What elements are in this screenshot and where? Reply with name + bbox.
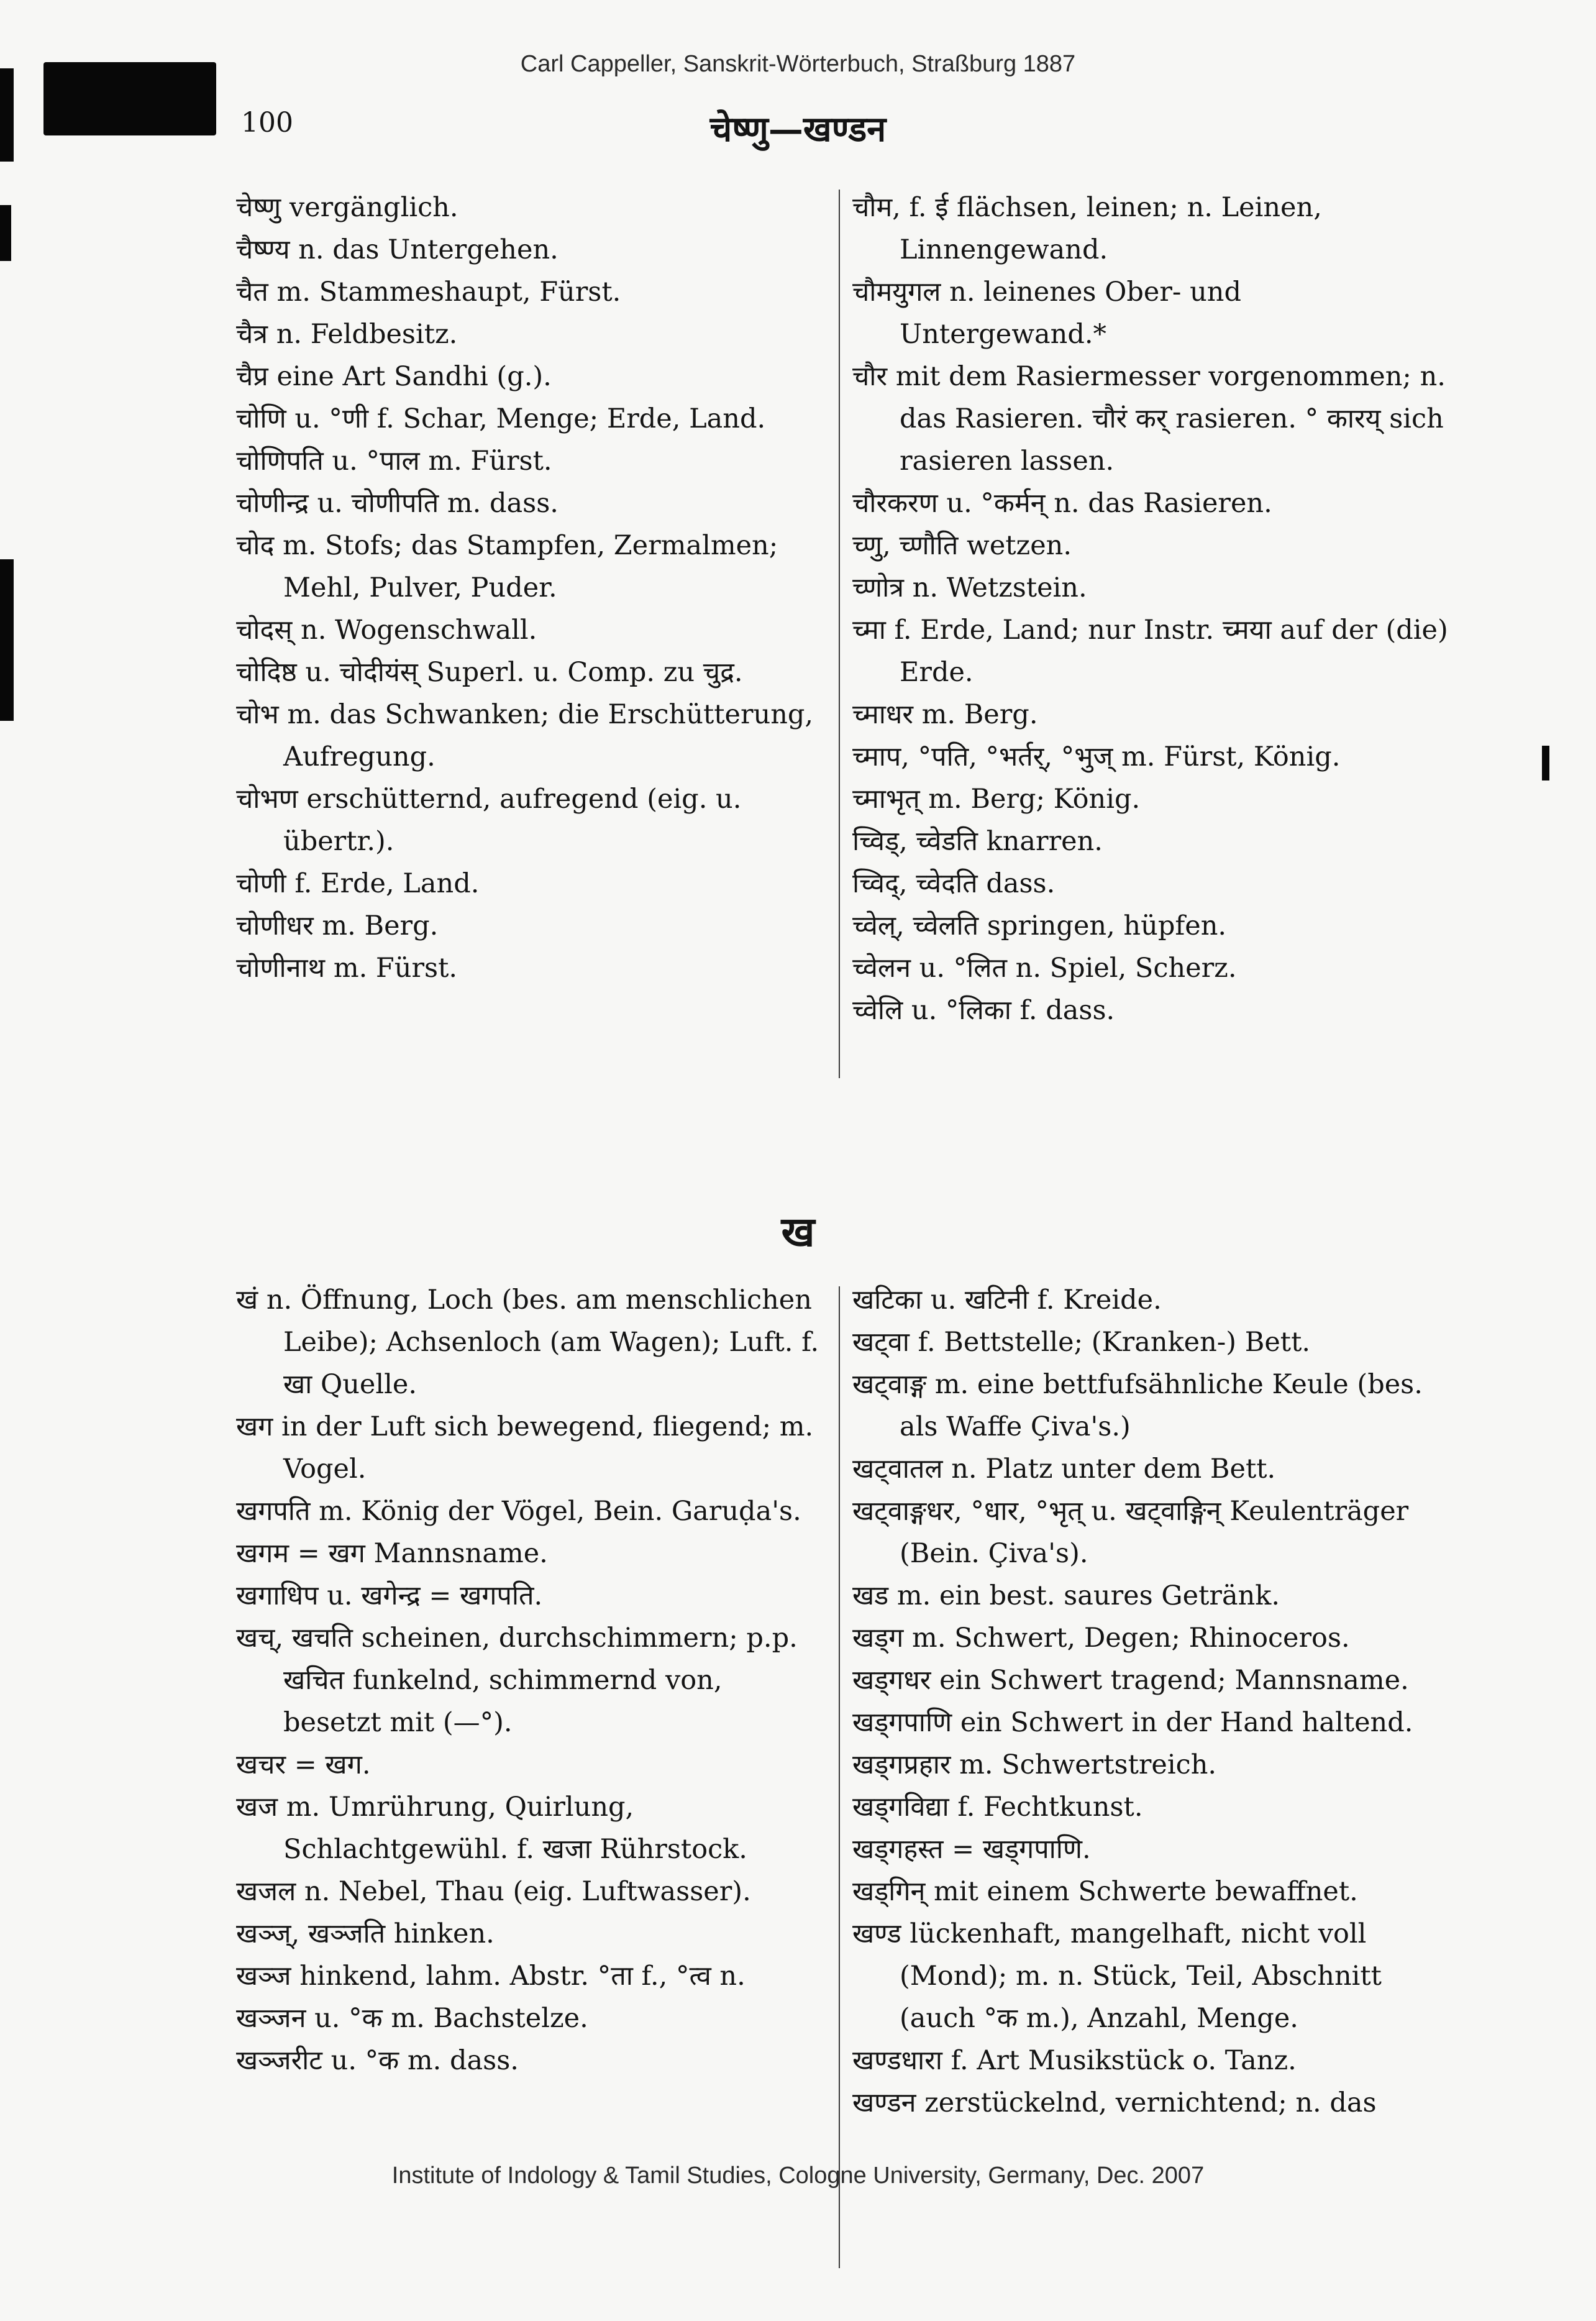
- dictionary-entry: च्माधर m. Berg.: [852, 699, 1038, 730]
- dictionary-entry: च्विड्, च्वेडति knarren.: [852, 826, 1103, 857]
- dictionary-entry: खड्गहस्त = खड्गपाणि.: [852, 1834, 1091, 1865]
- dictionary-entry: खड्गिन् mit einem Schwerte bewaffnet.: [852, 1876, 1358, 1907]
- dictionary-entry: च्णु, च्णौति wetzen.: [852, 530, 1072, 561]
- dictionary-entry: चोणीन्द्र u. चोणीपति m. dass.: [236, 488, 559, 519]
- dictionary-entry: खटिका u. खटिनी f. Kreide.: [852, 1284, 1162, 1316]
- dictionary-entry: च्माप, °पति, °भर्तर्, °भुज् m. Fürst, König.: [852, 741, 1341, 772]
- dictionary-entry: खगाधिप u. खगेन्द्र = खगपति.: [236, 1580, 543, 1611]
- column-divider-top: [839, 190, 840, 1078]
- dictionary-entry: च्विद्, च्वेदति dass.: [852, 868, 1056, 899]
- dictionary-entry: च्वेलि u. °लिका f. dass.: [852, 995, 1115, 1026]
- dictionary-entry: खञ्ज्, खञ्जति hinken.: [236, 1918, 495, 1949]
- dictionary-entry: खगम = खग Mannsname.: [236, 1538, 548, 1569]
- section-letter: ख: [781, 1207, 815, 1256]
- entries-bottom-left: [236, 1279, 826, 2082]
- dictionary-entry: खण्डधारा f. Art Musikstück o. Tanz.: [852, 2045, 1297, 2076]
- dictionary-entry: चोणी f. Erde, Land.: [236, 868, 480, 899]
- dictionary-entry: खचर = खग.: [236, 1749, 371, 1780]
- dictionary-entry: खग in der Luft sich bewegend, fliegend; m. Vogel.: [236, 1411, 814, 1485]
- dictionary-entry: खट्वातल n. Platz unter dem Bett.: [852, 1453, 1276, 1485]
- dictionary-entry: चेष्णु vergänglich.: [236, 192, 458, 223]
- dictionary-entry: चैप्र eine Art Sandhi (g.).: [236, 361, 552, 392]
- dictionary-entry: खगपति m. König der Vögel, Bein. Garuḍa's.: [236, 1496, 801, 1527]
- dictionary-entry: खट्वाङ्ग m. eine bettfufsähnliche Keule (bes. als Waffe Çiva's.): [852, 1369, 1423, 1442]
- dictionary-entry: चोदस् n. Wogenschwall.: [236, 615, 537, 646]
- scan-artifact-mid: [0, 205, 11, 261]
- dictionary-entry: खट्वा f. Bettstelle; (Kranken-) Bett.: [852, 1327, 1311, 1358]
- dictionary-entry: चैत m. Stammeshaupt, Fürst.: [236, 277, 621, 308]
- dictionary-entry: च्वेल्, च्वेलति springen, hüpfen.: [852, 910, 1227, 941]
- dictionary-entry: चोभ m. das Schwanken; die Erschütterung, Aufregung.: [236, 699, 814, 772]
- dictionary-entry: चौमयुगल n. leinenes Ober- und Untergewand.*: [852, 277, 1242, 350]
- dictionary-entry: च्णोत्र n. Wetzstein.: [852, 572, 1087, 603]
- dictionary-entry: खजल n. Nebel, Thau (eig. Luftwasser).: [236, 1876, 751, 1907]
- dictionary-entry: खं n. Öffnung, Loch (bes. am menschlichen Leibe); Achsenloch (am Wagen); Luft. f. खा Quelle.: [236, 1284, 819, 1400]
- dictionary-entry: खड्ग m. Schwert, Degen; Rhinoceros.: [852, 1623, 1350, 1654]
- dictionary-entry: खण्डन zerstückelnd, vernichtend; n. das: [852, 2087, 1377, 2118]
- dictionary-entry: च्माभृत् m. Berg; König.: [852, 784, 1141, 815]
- dictionary-entry: खड्गविद्या f. Fechtkunst.: [852, 1792, 1143, 1823]
- page-number: 100: [241, 107, 293, 139]
- dictionary-entry: चोणीनाथ m. Fürst.: [236, 953, 458, 984]
- dictionary-entry: खज m. Umrührung, Quirlung, Schlachtgewühl. f. खजा Rührstock.: [236, 1792, 747, 1865]
- entries-top-left: [236, 186, 826, 989]
- column-divider-bottom: [839, 1286, 840, 2268]
- dictionary-entry: खञ्जन u. °क m. Bachstelze.: [236, 2003, 588, 2034]
- dictionary-entry: खञ्ज hinkend, lahm. Abstr. °ता f., °त्व n.: [236, 1961, 746, 1992]
- dictionary-entry: चैष्ण्य n. das Untergehen.: [236, 234, 559, 265]
- entries-bottom-right: [852, 1279, 1449, 2124]
- dictionary-entry: चोणि u. °णी f. Schar, Menge; Erde, Land.: [236, 403, 766, 434]
- scan-artifact-bar: [0, 559, 14, 721]
- dictionary-entry: चोभण erschütternd, aufregend (eig. u. übertr.).: [236, 784, 742, 857]
- dictionary-entry: खच्, खचति scheinen, durchschimmern; p.p. खचित funkelnd, schimmernd von, besetzt mit (—°).: [236, 1623, 798, 1738]
- dictionary-entry: च्वेलन u. °लित n. Spiel, Scherz.: [852, 953, 1237, 984]
- footer-note: Institute of Indology & Tamil Studies, Cologne University, Germany, Dec. 2007: [391, 2163, 1205, 2189]
- dictionary-entry: चौर mit dem Rasiermesser vorgenommen; n. das Rasieren. चौरं कर् rasieren. ° कारय् sich rasieren lassen.: [852, 361, 1446, 477]
- dictionary-entry: चोणिपति u. °पाल m. Fürst.: [236, 446, 552, 477]
- dictionary-entry: चोणीधर m. Berg.: [236, 910, 439, 941]
- dictionary-entry: खड्गपाणि ein Schwert in der Hand haltend.: [852, 1707, 1413, 1738]
- dictionary-entry: चौम, f. ई flächsen, leinen; n. Leinen, Linnengewand.: [852, 192, 1322, 265]
- dictionary-entry: खड्गप्रहार m. Schwertstreich.: [852, 1749, 1217, 1780]
- dictionary-entry: चोदिष्ठ u. चोदीयंस् Superl. u. Comp. zu चुद्र.: [236, 657, 743, 688]
- dictionary-entry: चौरकरण u. °कर्मन् n. das Rasieren.: [852, 488, 1272, 519]
- dictionary-entry: खट्वाङ्गधर, °धार, °भृत् u. खट्वाङ्गिन् Keulenträger (Bein. Çiva's).: [852, 1496, 1409, 1569]
- dictionary-entry: खड्गधर ein Schwert tragend; Mannsname.: [852, 1665, 1409, 1696]
- dictionary-entry: च्मा f. Erde, Land; nur Instr. च्मया auf der (die) Erde.: [852, 615, 1448, 688]
- dictionary-entry: खञ्जरीट u. °क m. dass.: [236, 2045, 519, 2076]
- dictionary-entry: खड m. ein best. saures Getränk.: [852, 1580, 1280, 1611]
- dictionary-entry: चैत्र n. Feldbesitz.: [236, 319, 458, 350]
- running-head: चेष्णु—खण्डन: [709, 109, 887, 150]
- entries-top-right: [852, 186, 1449, 1032]
- scan-artifact-right: [1542, 746, 1549, 781]
- dictionary-entry: खण्ड lückenhaft, mangelhaft, nicht voll (Mond); m. n. Stück, Teil, Abschnitt (auch °क m.), Anzahl, Menge.: [852, 1918, 1382, 2034]
- header-note: Carl Cappeller, Sanskrit-Wörterbuch, Straßburg 1887: [520, 51, 1076, 77]
- dictionary-entry: चोद m. Stofs; das Stampfen, Zermalmen; Mehl, Pulver, Puder.: [236, 530, 778, 603]
